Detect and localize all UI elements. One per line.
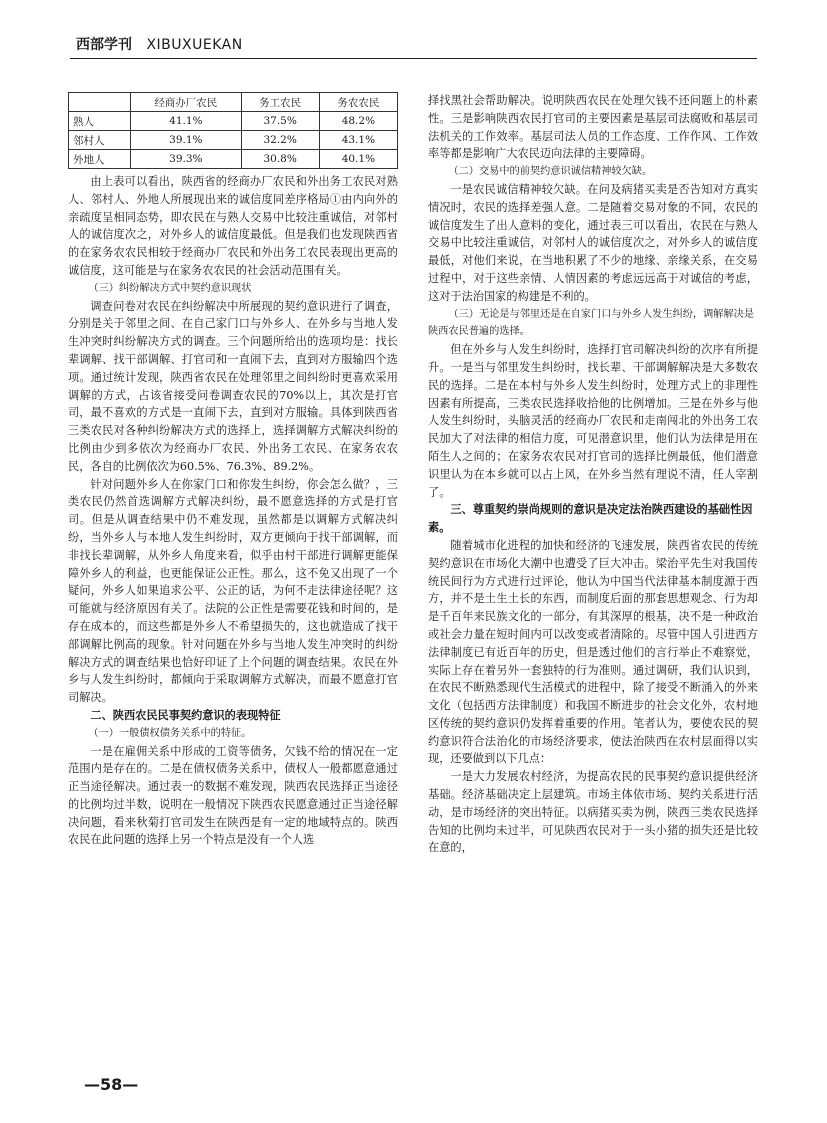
table-row (69, 150, 398, 169)
table-row (69, 112, 398, 131)
paragraph: 但在外乡与人发生纠纷时，选择打官司解决纠纷的次序有所提升。一是当与邻里发生纠纷时，找长辈、干部调解解决是大多数农民的选择。二是在本村与外乡人发生纠纷时，处理方式上的非理性因素有所提高，三类农民选择收拾他的比例增加。三是在外乡与他人发生纠纷时，头脑灵活的经商办厂农民和走南闯北的外出务工农民加大了对法律的相信力度，可见潜意识里，他们认为法律是用在陌生人之间的；在家务农农民对打官司的选择比例最低，他们潜意识里认为在本乡就可以占上风，在外乡当然有理说不清，任人宰割了。 (428, 343, 758, 499)
table-header-cell: 经商办厂农民 (131, 93, 241, 112)
table-cell: 30.8% (241, 150, 319, 169)
table-cell: 37.5% (241, 112, 319, 131)
subsection-heading: （三）无论是与邻里还是在自家门口与外乡人发生纠纷，调解解决是陕西农民普遍的选择。 (428, 308, 755, 338)
section-heading: 二、陕西农民民事契约意识的表现特征 (90, 708, 281, 722)
table-cell: 41.1% (131, 112, 241, 131)
paragraph: 调查问卷对农民在纠纷解决中所展现的契约意识进行了调查，分别是关于邻里之间、在自己家门口与外乡人、在外乡与当地人发生冲突时纠纷解决方式的调查。三个问题所给出的选项均是：找长辈调解、找干部调解、打官司和一直闹下去，直到对方服输四个选项。通过统计发现，陕西省农民在处理邻里之间纠纷时更喜欢采用调解的方式，占该省接受问卷调查农民的70%以上，其次是打官司，最不喜欢的方式是一直闹下去，直到对方服输。具体到陕西省三类农民对各种纠纷解决方式的选择上，选择调解方式解决纠纷的比例由少到多依次为经商办厂农民、外出务工农民、在家务农农民，各自的比例依次为60.5%、76.3%、89.2%。 (68, 299, 398, 473)
page-number: —58— (84, 1075, 139, 1094)
table-cell: 40.1% (319, 150, 397, 169)
table-header-cell: 务农农民 (319, 93, 397, 112)
section-heading: 三、尊重契约崇尚规则的意识是决定法治陕西建设的基础性因素。 (428, 503, 753, 535)
paragraph: 一是在雇佣关系中形成的工资等债务，欠钱不给的情况在一定范围内是存在的。二是在债权债务关系中，债权人一般都愿意通过正当途径解决。通过表一的数据不难发现，陕西农民选择正当途径的比例均过半数，说明在一般情况下陕西农民愿意通过正当途径解决问题，看来秋菊打官司发生在陕西是有一定的地域特点的。陕西农民在此问题的选择上另一个特点是没有一个人选 (68, 744, 398, 847)
header-rule (70, 58, 757, 59)
paragraph: 择找黑社会帮助解决。说明陕西农民在处理欠钱不还问题上的朴素性。三是影响陕西农民打官司的主要因素是基层司法腐败和基层司法机关的工作效率。基层司法人员的工作态度、工作作风、工作效率等都是影响广大农民迈向法律的主要障碍。 (428, 94, 758, 161)
subsection-heading: （三）纠纷解决方式中契约意识现状 (88, 282, 252, 294)
table-cell: 邻村人 (69, 131, 131, 150)
paragraph: 随着城市化进程的加快和经济的飞速发展，陕西省农民的传统契约意识在市场化大潮中也遭受了巨大冲击。梁治平先生对我国传统民间行为方式进行过评论，他认为中国当代法律基本制度源于西方，并不是土生土长的东西，而制度后面的那套思想观念、行为却是千百年来民族文化的一部分，有其深厚的根基，决不是一种政治或社会力量在短时间内可以改变或者清除的。尽管中国人引进西方法律制度已有近百年的历史，但是透过他们的言行举止不难察觉，实际上存在着另外一套独特的行为准则。通过调研，我们认识到，在农民不断熟悉现代生活模式的进程中，除了接受不断涌入的外来文化（包括西方法律制度）和我国不断进步的社会文化外，农村地区传统的契约意识仍发挥着重要的作用。笔者认为，要使农民的契约意识符合法治化的市场经济要求，使法治陕西在农村层面得以实现，还要做到以下几点： (428, 538, 758, 766)
table-cell: 39.3% (131, 150, 241, 169)
survey-table (68, 92, 398, 169)
journal-title-en: XIBUXUEKAN (146, 37, 243, 53)
table-cell: 39.1% (131, 131, 241, 150)
right-column (428, 92, 758, 857)
paragraph: 一是农民诚信精神较欠缺。在问及病猪买卖是否告知对方真实情况时，农民的选择差强人意。二是随着交易对象的不同，农民的诚信度发生了出人意料的变化，通过表三可以看出，农民在与熟人交易中比较注重诚信，对邻村人的诚信度次之，对外乡人的诚信度最低，对他们来说，在当地积累了不少的地缘、亲缘关系，在交易过程中，对于这些亲情、人情因素的考虑远远高于对诚信的考虑，这对于法治国家的构建是不利的。 (428, 182, 758, 303)
table-header-row (69, 93, 398, 112)
table-cell: 48.2% (319, 112, 397, 131)
left-column (68, 92, 398, 849)
table-cell: 32.2% (241, 131, 319, 150)
table-header-cell: 务工农民 (241, 93, 319, 112)
subsection-heading: （一）一般债权债务关系中的特征。 (88, 727, 252, 739)
subsection-heading: （二）交易中的前契约意识诚信精神较欠缺。 (448, 166, 653, 178)
paragraph: 一是大力发展农村经济，为提高农民的民事契约意识提供经济基础。经济基础决定上层建筑。市场主体依市场、契约关系进行活动，是市场经济的突出特征。以病猪买卖为例，陕西三类农民选择告知的比例均未过半，可见陕西农民对于一头小猪的损失还是比较在意的， (428, 770, 758, 855)
paragraph: 针对问题外乡人在你家门口和你发生纠纷，你会怎么做？，三类农民仍然首选调解方式解决纠纷，最不愿意选择的方式是打官司。但是从调查结果中仍不难发现，虽然都是以调解方式解决纠纷，当外乡人与本地人发生纠纷时，双方更倾向于找干部调解，而非找长辈调解，从外乡人角度来看，似乎由村干部进行调解更能保障外乡人的利益，也更能保证公正性。那么，这不免又出现了一个疑问，外乡人如果追求公平、公正的话，为何不走法律途径呢？这可能就与经济原因有关了。法院的公正性是需要花钱和时间的，是存在成本的，而这些都是外乡人不希望损失的，这也就造成了找干部调解比例高的现象。针对问题在外乡与当地人发生冲突时的纠纷解决方式的调查结果也恰好印证了上个问题的调查结果。农民在外乡与人发生纠纷时，都倾向于采取调解方式解决，而最不愿意打官司解决。 (68, 477, 398, 705)
table-cell: 外地人 (69, 150, 131, 169)
table-row (69, 131, 398, 150)
table-header-cell (69, 93, 131, 112)
journal-title-cn: 西部学刊 (76, 37, 132, 53)
table-cell: 43.1% (319, 131, 397, 150)
paragraph: 由上表可以看出，陕西省的经商办厂农民和外出务工农民对熟人、邻村人、外地人所展现出来的诚信度同差序格局①由内向外的亲疏度呈相同态势，即农民在与熟人交易中比较注重诚信，对邻村人的诚信度次之，对外乡人的诚信度最低。但是我们也发现陕西省的在家务农农民相较于经商办厂农民和外出务工农民表现出更高的诚信度，这可能是与在家务农农民的社会活动范围有关。 (68, 175, 398, 277)
table-cell: 熟人 (69, 112, 131, 131)
journal-header (76, 34, 243, 54)
